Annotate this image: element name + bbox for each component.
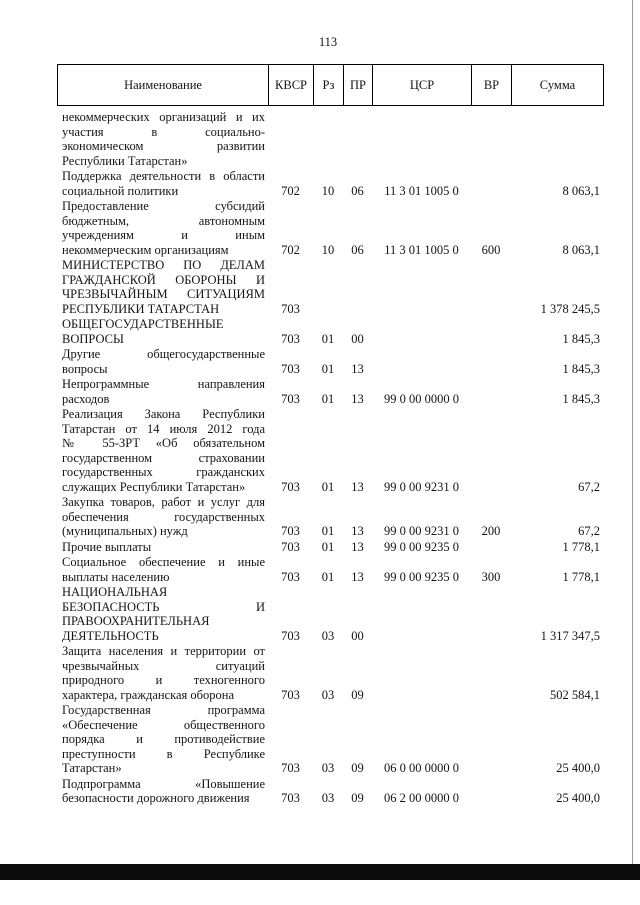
name-line: характера, гражданская оборона xyxy=(62,687,235,702)
vr-cell xyxy=(471,791,511,806)
csr-cell: 99 0 00 9235 0 xyxy=(384,569,459,584)
table-row xyxy=(57,495,604,540)
name-line: учреждениям и иным xyxy=(62,228,265,242)
header-kvsr: КВСР xyxy=(268,65,313,105)
name-line: некоммерческих организаций и их xyxy=(62,110,265,124)
rz-cell xyxy=(313,302,343,317)
table-row xyxy=(57,644,604,703)
pr-cell: 09 xyxy=(351,687,364,702)
kvsr-cell: 703 xyxy=(281,301,300,316)
name-line: обеспечения государственных xyxy=(62,509,265,524)
kvsr-cell: 703 xyxy=(281,761,300,775)
name-cell xyxy=(57,555,268,584)
name-line: экономическом развитии xyxy=(62,139,265,153)
name-line: Республики Татарстан» xyxy=(62,153,188,168)
sum-cell: 67,2 xyxy=(578,524,600,538)
csr-cell xyxy=(372,362,471,377)
kvsr-cell: 703 xyxy=(281,479,300,494)
sum-cell: 1 778,1 xyxy=(562,569,600,584)
sum-cell: 25 400,0 xyxy=(556,791,600,805)
rz-cell: 03 xyxy=(321,761,335,775)
sum-cell: 8 063,1 xyxy=(562,242,600,257)
name-cell xyxy=(57,407,268,494)
name-line: № 55-ЗРТ «Об обязательном xyxy=(62,436,265,450)
pr-cell xyxy=(343,302,372,317)
table-row xyxy=(57,199,604,258)
csr-cell xyxy=(372,302,471,317)
name-line: выплаты населению xyxy=(62,569,170,584)
name-line: Непрограммные направления xyxy=(62,377,265,391)
table-row xyxy=(57,777,604,807)
name-cell xyxy=(57,585,268,643)
vr-cell xyxy=(471,480,511,495)
name-line: природного и техногенного xyxy=(62,673,265,687)
name-cell xyxy=(57,169,268,198)
kvsr-cell: 702 xyxy=(281,242,300,257)
vr-cell xyxy=(471,688,511,703)
name-line: Другие общегосударственные xyxy=(62,347,265,361)
name-line: Защита населения и территории от xyxy=(62,644,265,658)
sum-cell xyxy=(511,154,604,169)
header-vr: ВР xyxy=(471,65,511,105)
rz-cell: 01 xyxy=(321,479,335,494)
name-line: Подпрограмма «Повышение xyxy=(62,776,265,791)
page-number: 113 xyxy=(318,35,338,49)
csr-cell: 11 3 01 1005 0 xyxy=(384,242,459,257)
csr-cell: 99 0 00 0000 0 xyxy=(384,391,459,406)
table-row xyxy=(57,169,604,199)
name-line: государственном страховании xyxy=(62,450,265,465)
table-header xyxy=(57,64,604,106)
vr-cell xyxy=(471,154,511,169)
vr-cell: 600 xyxy=(481,242,501,257)
kvsr-cell: 703 xyxy=(281,569,300,584)
sum-cell: 1 317 347,5 xyxy=(540,628,600,643)
csr-cell: 99 0 00 9235 0 xyxy=(384,539,459,554)
name-line: БЕЗОПАСНОСТЬ И xyxy=(62,599,265,614)
vr-cell xyxy=(471,362,511,377)
name-line: Государственная программа xyxy=(62,703,265,717)
table-row xyxy=(57,585,604,644)
name-line: преступности в Республике xyxy=(62,746,265,761)
table-body xyxy=(57,110,604,807)
pr-cell: 13 xyxy=(351,391,364,406)
name-cell xyxy=(57,703,268,776)
table-row xyxy=(57,258,604,317)
pr-cell: 00 xyxy=(351,331,364,346)
table-row xyxy=(57,377,604,407)
header-pr: ПР xyxy=(343,65,372,105)
table-row xyxy=(57,703,604,777)
name-line: порядка и противодействие xyxy=(62,732,265,746)
name-line: расходов xyxy=(62,391,110,406)
name-cell xyxy=(57,347,268,376)
name-cell xyxy=(57,110,268,168)
table-row xyxy=(57,110,604,169)
sum-cell: 1 378 245,5 xyxy=(540,301,600,316)
csr-cell: 06 0 00 0000 0 xyxy=(384,761,459,775)
kvsr-cell xyxy=(268,154,313,169)
name-line: ГРАЖДАНСКОЙ ОБОРОНЫ И xyxy=(62,272,265,287)
name-line: (муниципальных) нужд xyxy=(62,524,188,538)
name-line: участия в социально- xyxy=(62,124,265,139)
rz-cell: 01 xyxy=(321,361,335,376)
name-cell xyxy=(57,258,268,316)
sum-cell: 502 584,1 xyxy=(550,687,600,702)
name-cell xyxy=(57,644,268,702)
name-line: бюджетным, автономным xyxy=(62,213,265,228)
csr-cell xyxy=(372,154,471,169)
rz-cell xyxy=(313,154,343,169)
pr-cell: 09 xyxy=(351,791,364,805)
vr-cell: 200 xyxy=(481,524,501,538)
name-line: Татарстан» xyxy=(62,761,122,775)
name-line: Поддержка деятельности в области xyxy=(62,169,265,183)
sum-cell: 1 845,3 xyxy=(562,391,600,406)
name-line: ВОПРОСЫ xyxy=(62,331,124,346)
name-cell xyxy=(57,777,268,806)
vr-cell xyxy=(471,629,511,644)
table-row xyxy=(57,540,604,556)
rz-cell: 01 xyxy=(321,524,335,538)
header-csr: ЦСР xyxy=(372,65,471,105)
pr-cell: 13 xyxy=(351,479,364,494)
rz-cell: 01 xyxy=(321,569,335,584)
sum-cell: 1 845,3 xyxy=(562,331,600,346)
pr-cell: 13 xyxy=(351,524,364,538)
rz-cell: 10 xyxy=(321,242,335,257)
name-cell xyxy=(57,495,268,539)
kvsr-cell: 703 xyxy=(281,791,300,805)
name-line: НАЦИОНАЛЬНАЯ xyxy=(62,585,168,599)
vr-cell xyxy=(471,392,511,407)
kvsr-cell: 703 xyxy=(281,539,300,554)
header-name: Наименование xyxy=(124,77,202,92)
name-line: государственных гражданских xyxy=(62,465,265,479)
sum-cell: 67,2 xyxy=(578,479,600,494)
name-cell xyxy=(57,540,268,555)
name-line: ОБЩЕГОСУДАРСТВЕННЫЕ xyxy=(62,317,224,331)
name-line: вопросы xyxy=(62,361,108,376)
scan-border-bar xyxy=(0,864,640,880)
sum-cell: 8 063,1 xyxy=(562,183,600,198)
name-line: Закупка товаров, работ и услуг для xyxy=(62,495,265,509)
vr-cell xyxy=(471,332,511,347)
csr-cell xyxy=(372,332,471,347)
pr-cell: 00 xyxy=(351,628,364,643)
rz-cell: 03 xyxy=(321,628,335,643)
pr-cell: 09 xyxy=(351,761,364,775)
vr-cell xyxy=(471,184,511,199)
csr-cell: 99 0 00 9231 0 xyxy=(384,479,459,494)
name-line: ДЕЯТЕЛЬНОСТЬ xyxy=(62,628,159,643)
name-line: ЧРЕЗВЫЧАЙНЫМ СИТУАЦИЯМ xyxy=(62,287,265,301)
name-line: безопасности дорожного движения xyxy=(62,791,250,805)
name-line: социальной политики xyxy=(62,183,179,198)
rz-cell: 03 xyxy=(321,791,335,805)
sum-cell: 1 778,1 xyxy=(562,539,600,554)
name-line: МИНИСТЕРСТВО ПО ДЕЛАМ xyxy=(62,258,265,272)
csr-cell: 99 0 00 9231 0 xyxy=(384,524,459,538)
pr-cell xyxy=(343,154,372,169)
name-line: Прочие выплаты xyxy=(62,539,152,554)
name-line: чрезвычайных ситуаций xyxy=(62,658,265,673)
kvsr-cell: 703 xyxy=(281,524,300,538)
name-cell xyxy=(57,317,268,346)
vr-cell xyxy=(471,761,511,776)
name-line: «Обеспечение общественного xyxy=(62,717,265,732)
pr-cell: 13 xyxy=(351,361,364,376)
csr-cell: 11 3 01 1005 0 xyxy=(384,183,459,198)
name-line: Предоставление субсидий xyxy=(62,199,265,213)
header-sum: Сумма xyxy=(511,65,603,105)
name-line: Татарстан от 14 июля 2012 года xyxy=(62,421,265,436)
csr-cell xyxy=(372,688,471,703)
kvsr-cell: 703 xyxy=(281,391,300,406)
sum-cell: 25 400,0 xyxy=(556,761,600,775)
rz-cell: 03 xyxy=(321,687,335,702)
sum-cell: 1 845,3 xyxy=(562,361,600,376)
table-row xyxy=(57,347,604,377)
kvsr-cell: 702 xyxy=(281,183,300,198)
rz-cell: 01 xyxy=(321,539,335,554)
pr-cell: 13 xyxy=(351,569,364,584)
header-rz: Рз xyxy=(313,65,343,105)
name-line: Социальное обеспечение и иные xyxy=(62,555,265,569)
name-line: РЕСПУБЛИКИ ТАТАРСТАН xyxy=(62,301,220,316)
rz-cell: 01 xyxy=(321,391,335,406)
table-row xyxy=(57,317,604,347)
pr-cell: 06 xyxy=(351,183,364,198)
kvsr-cell: 703 xyxy=(281,331,300,346)
vr-cell xyxy=(471,302,511,317)
name-line: ПРАВООХРАНИТЕЛЬНАЯ xyxy=(62,614,210,628)
table-row xyxy=(57,555,604,585)
kvsr-cell: 703 xyxy=(281,687,300,702)
pr-cell: 13 xyxy=(351,539,364,554)
name-cell xyxy=(57,377,268,406)
kvsr-cell: 703 xyxy=(281,361,300,376)
vr-cell xyxy=(471,540,511,555)
name-line: Реализация Закона Республики xyxy=(62,407,265,421)
name-line: служащих Республики Татарстан» xyxy=(62,479,246,494)
table-row xyxy=(57,407,604,495)
vr-cell: 300 xyxy=(481,569,501,584)
name-cell xyxy=(57,199,268,257)
pr-cell: 06 xyxy=(351,242,364,257)
kvsr-cell: 703 xyxy=(281,628,300,643)
name-line: некоммерческим организациям xyxy=(62,242,229,257)
csr-cell xyxy=(372,629,471,644)
rz-cell: 10 xyxy=(321,183,335,198)
rz-cell: 01 xyxy=(321,331,335,346)
scan-edge-line xyxy=(632,0,633,864)
csr-cell: 06 2 00 0000 0 xyxy=(384,791,459,805)
